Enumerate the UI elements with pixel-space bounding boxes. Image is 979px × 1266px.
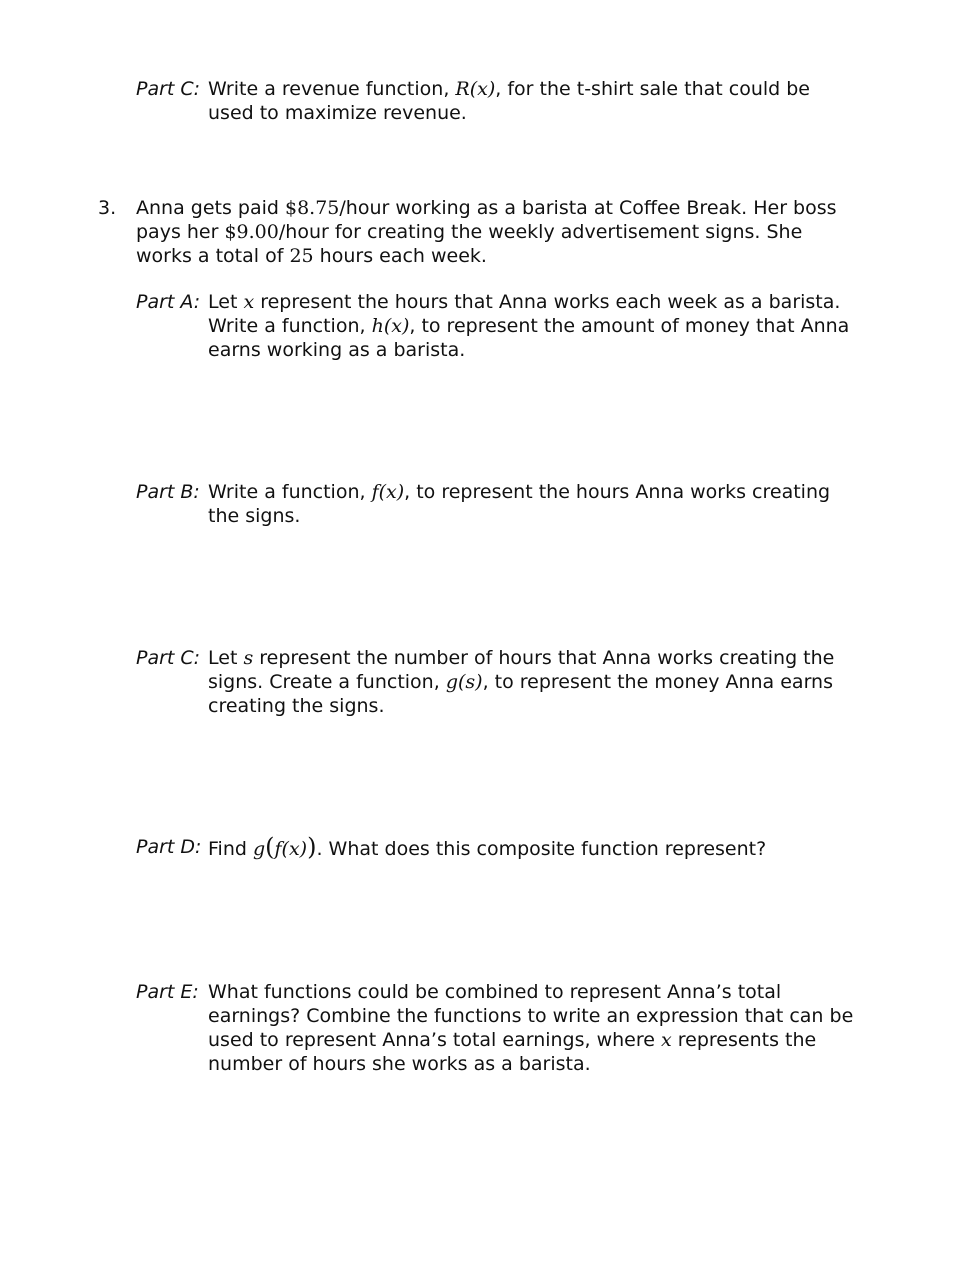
math-number: 25: [289, 245, 314, 267]
math-number: $8.75: [285, 197, 340, 219]
part-label: Part C:: [136, 78, 201, 100]
question-text: [208, 835, 856, 861]
text-run: Write a function,: [208, 481, 372, 503]
text-run: represent the number of hours that Anna works creating the signs. Create a function,: [208, 647, 835, 693]
text-run: Let: [208, 647, 244, 669]
math-expression: g(s): [445, 671, 483, 693]
text-run: /hour for creating the weekly advertisement signs. She works a total of: [136, 221, 803, 267]
math-function-name: g: [252, 838, 266, 860]
math-variable: x: [243, 291, 255, 313]
text-run: Find: [208, 838, 253, 860]
question-text: [208, 290, 856, 362]
math-variable: x: [661, 1029, 672, 1051]
math-number: $9.00: [224, 221, 279, 243]
text-run: Anna gets paid: [136, 197, 285, 219]
question-text: [208, 646, 856, 718]
question-text: [208, 980, 856, 1076]
part-label: Part C:: [136, 647, 201, 669]
part-label: Part D:: [136, 836, 202, 858]
part-c-revenue: [136, 77, 856, 125]
math-expression: f(x): [371, 481, 405, 503]
math-expression: f(x): [274, 838, 308, 860]
part-c: [136, 646, 856, 718]
part-label: Part B:: [136, 481, 200, 503]
question-text: [208, 77, 856, 125]
part-b: [136, 480, 856, 528]
text-run: represents the number of hours she works as a barista.: [208, 1029, 817, 1075]
text-run: What functions could be combined to represent Anna’s total earnings? Combine the functions to write an expression that can be used to represent Anna’s total earnings, where: [208, 981, 854, 1051]
text-run: Let: [208, 291, 244, 313]
question-3: [98, 196, 858, 268]
math-expression: h(x): [371, 315, 410, 337]
question-text: [208, 480, 856, 528]
text-run: , for the t-shirt sale that could be used to maximize revenue.: [208, 78, 810, 124]
text-run: , to represent the hours Anna works creating the signs.: [208, 481, 831, 527]
text-run: , to represent the money Anna earns creating the signs.: [208, 671, 833, 717]
text-run: represent the hours that Anna works each week as a barista. Write a function,: [208, 291, 841, 337]
math-variable: s: [243, 647, 254, 669]
math-paren: (: [265, 833, 275, 861]
question-text: [136, 196, 858, 268]
math-expression: R(x): [455, 78, 496, 100]
question-number: 3.: [98, 197, 117, 219]
text-run: . What does this composite function represent?: [316, 838, 767, 860]
part-e: [136, 980, 856, 1076]
text-run: Write a revenue function,: [208, 78, 456, 100]
part-label: Part A:: [136, 291, 201, 313]
math-paren: ): [307, 833, 317, 861]
text-run: , to represent the amount of money that Anna earns working as a barista.: [208, 315, 850, 361]
text-run: /hour working as a barista at Coffee Break. Her boss pays her: [136, 197, 837, 243]
text-run: hours each week.: [313, 245, 487, 267]
part-label: Part E:: [136, 981, 199, 1003]
part-d: [136, 835, 856, 861]
part-a: [136, 290, 856, 362]
